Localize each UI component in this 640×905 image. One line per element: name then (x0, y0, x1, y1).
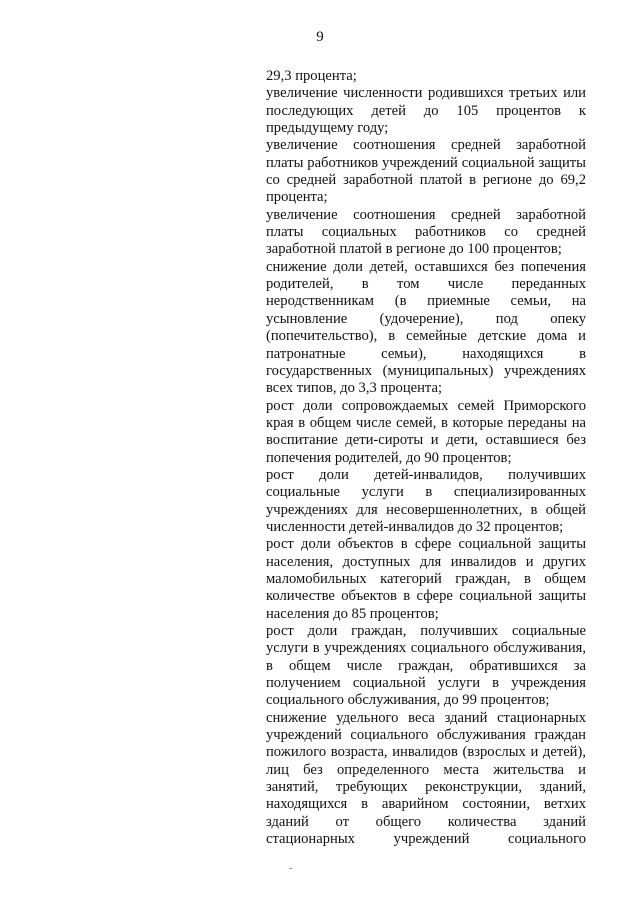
paragraph-7: рост доли детей-инвалидов, получивших социальные услуги в специализированных учреждениях для несовершеннолетних, в общей численности детей-инвалидов до 32 процентов; (266, 466, 586, 535)
paragraph-8: рост доли объектов в сфере социальной защиты населения, доступных для инвалидов и других маломобильных категорий граждан, в общем количестве объектов в сфере социальной защиты населения до 85 процентов; (266, 536, 586, 622)
paragraph-6: рост доли сопровождаемых семей Приморского края в общем числе семей, в которые переданы на воспитание дети-сироты и дети, оставшиеся без попечения родителей, до 90 процентов; (266, 397, 586, 466)
paragraph-1: 29,3 процента; (266, 68, 357, 84)
paragraph-9: рост доли граждан, получивших социальные услуги в учреждениях социального обслуживания, в общем числе граждан, обратившихся за получением социальной услуги в учреждения социального обслуживания, до 99 процентов; (266, 623, 586, 709)
document-body (266, 68, 586, 848)
paragraph-3: увеличение соотношения средней заработной платы работников учреждений социальной защиты со средней заработной платой в регионе до 69,2 процента; (266, 137, 586, 206)
page-number: 9 (316, 29, 324, 45)
paragraph-4: увеличение соотношения средней заработной платы социальных работников со средней заработной платой в регионе до 100 процентов; (266, 206, 586, 258)
paragraph-2: увеличение численности родившихся третьих или последующих детей до 105 процентов к предыдущему году; (266, 85, 586, 137)
paragraph-10: снижение удельного веса зданий стационарных учреждений социального обслуживания граждан пожилого возраста, инвалидов (взрослых и детей), лиц без определенного места жительства и занятий, требующих реконструкции, зданий, находящихся в аварийном состоянии, ветхих зданий от общего количества зданий стационарных учреждений социального (266, 709, 586, 848)
scan-speck (289, 868, 292, 869)
paragraph-5: снижение доли детей, оставшихся без попечения родителей, в том числе переданных неродственникам (в приемные семьи, на усыновление (удочерение), под опеку (попечительство), в семейные детские дома и патронатные семьи), находящихся в государственных (муниципальных) учреждениях всех типов, до 3,3 процента; (266, 258, 586, 397)
